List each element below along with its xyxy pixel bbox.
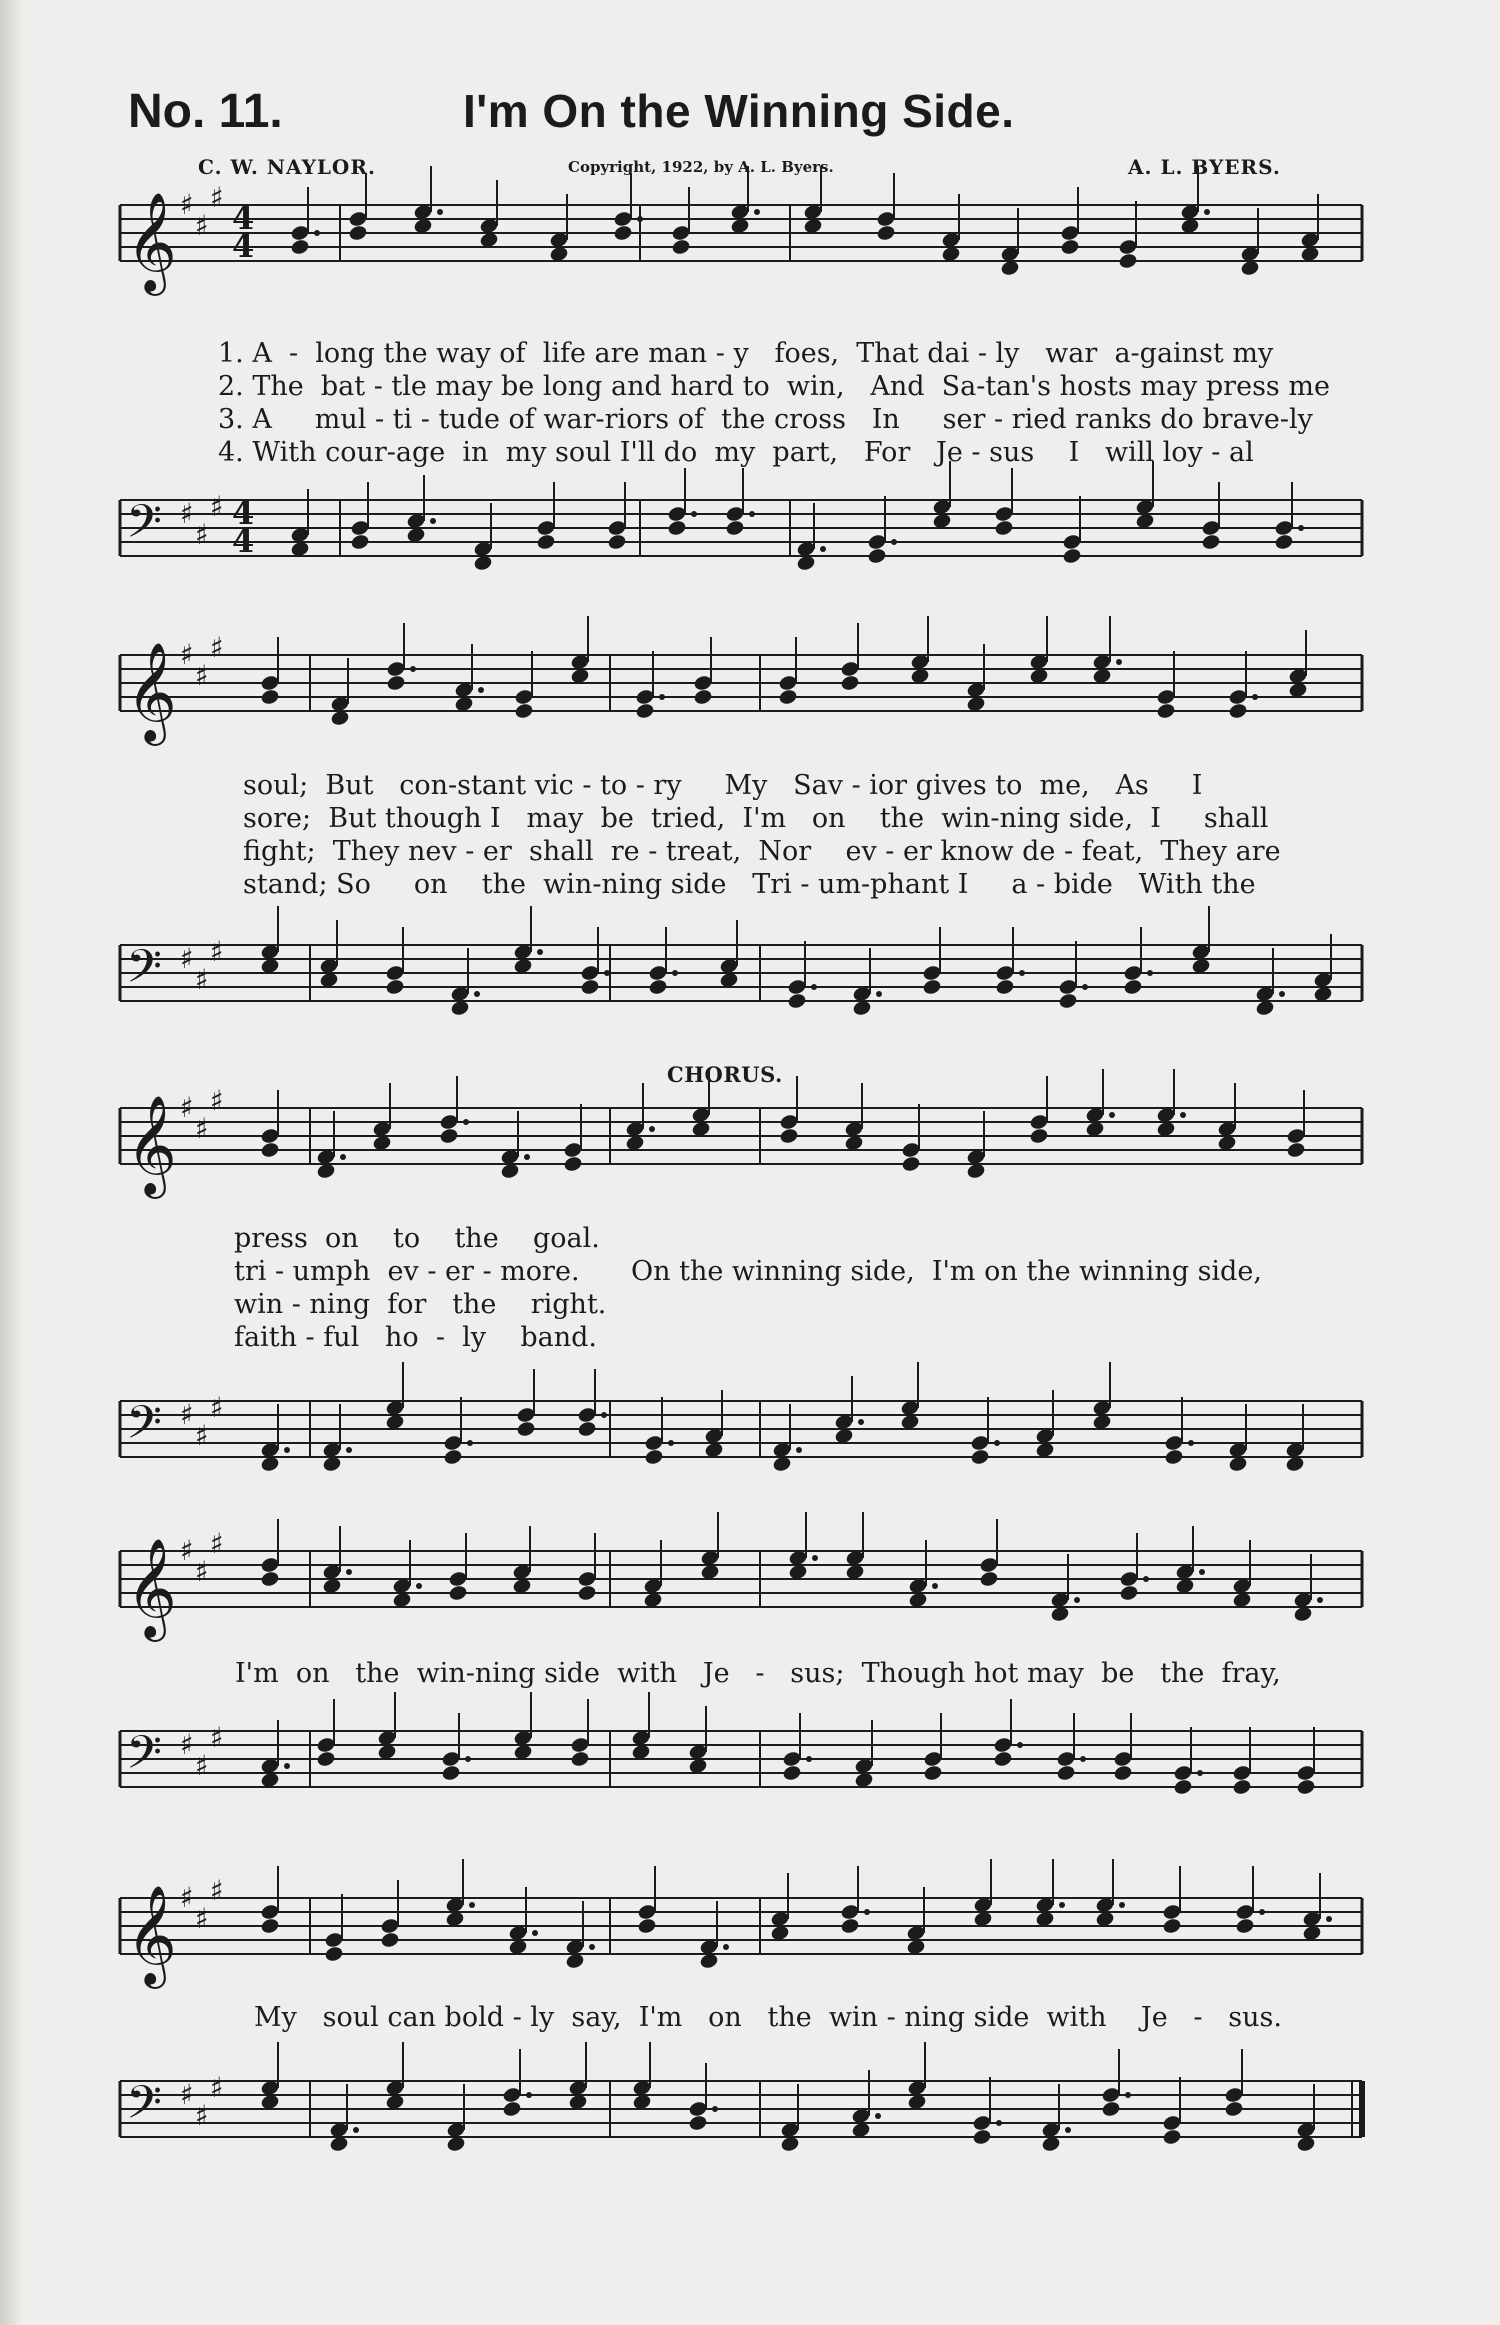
note-icon bbox=[1228, 651, 1258, 720]
note-icon bbox=[788, 1512, 818, 1581]
note-icon bbox=[568, 2042, 588, 2111]
sharp-icon: ♯ bbox=[210, 490, 224, 523]
note-icon bbox=[993, 1699, 1023, 1768]
note-icon bbox=[730, 166, 760, 235]
note-icon bbox=[1217, 1083, 1237, 1152]
note-icon bbox=[845, 1512, 865, 1581]
system-3-verse-4: faith - ful ho - ly band. bbox=[234, 1322, 597, 1353]
note-icon bbox=[439, 1076, 469, 1145]
bass-clef-icon: 𝄢 bbox=[126, 495, 163, 560]
note-icon bbox=[1286, 1090, 1306, 1159]
note-icon bbox=[1201, 482, 1221, 551]
system-2-treble-staff bbox=[0, 631, 1500, 747]
note-icon bbox=[536, 482, 556, 551]
note-icon bbox=[900, 1362, 920, 1431]
bass-clef-icon: 𝄢 bbox=[126, 1396, 163, 1461]
note-icon bbox=[637, 1866, 657, 1935]
note-icon bbox=[1095, 1859, 1125, 1928]
note-icon bbox=[1085, 1069, 1115, 1138]
sharp-icon: ♯ bbox=[195, 1749, 209, 1782]
note-icon bbox=[443, 1397, 473, 1466]
note-icon bbox=[516, 1369, 536, 1438]
note-icon bbox=[970, 1397, 1000, 1466]
system-3-treble-staff bbox=[0, 1084, 1500, 1200]
note-icon bbox=[1119, 1533, 1149, 1602]
note-icon bbox=[1060, 187, 1080, 256]
note-icon bbox=[688, 2063, 718, 2132]
note-icon bbox=[1101, 2049, 1131, 2118]
note-icon bbox=[1156, 1069, 1186, 1138]
time-signature-digit: 4 bbox=[232, 494, 255, 532]
bass-clef-icon: 𝄢 bbox=[126, 1726, 163, 1791]
bass-clef-icon: 𝄢 bbox=[126, 2076, 163, 2141]
system-2-verse-4: stand; So on the win-ning side Tri - um-phant I a - bide With the bbox=[243, 869, 1256, 900]
note-icon bbox=[1029, 616, 1049, 685]
note-icon bbox=[260, 637, 280, 706]
note-icon bbox=[644, 1397, 674, 1466]
note-icon bbox=[625, 1083, 655, 1152]
system-3-verse-3: win - ning for the right. bbox=[234, 1289, 607, 1320]
note-icon bbox=[348, 173, 368, 242]
note-icon bbox=[778, 637, 798, 706]
note-icon bbox=[514, 651, 534, 720]
note-icon bbox=[441, 1713, 471, 1782]
note-icon bbox=[1092, 1362, 1112, 1431]
note-icon bbox=[1274, 482, 1304, 551]
note-icon bbox=[502, 2049, 532, 2118]
sharp-icon: ♯ bbox=[195, 518, 209, 551]
hymn-number: No. 11. bbox=[128, 85, 283, 138]
note-icon bbox=[876, 173, 896, 242]
note-icon bbox=[700, 1512, 720, 1581]
note-icon bbox=[972, 2077, 1002, 2146]
sharp-icon: ♯ bbox=[180, 1091, 194, 1124]
note-icon bbox=[1062, 496, 1082, 565]
note-icon bbox=[867, 496, 897, 565]
composer-credit: A. L. BYERS. bbox=[1128, 155, 1281, 179]
sharp-icon: ♯ bbox=[195, 209, 209, 242]
note-icon bbox=[770, 1873, 790, 1942]
note-icon bbox=[1224, 2049, 1244, 2118]
note-icon bbox=[613, 173, 643, 242]
note-icon bbox=[1302, 1873, 1332, 1942]
sharp-icon: ♯ bbox=[195, 1555, 209, 1588]
note-icon bbox=[1156, 651, 1176, 720]
sharp-icon: ♯ bbox=[195, 1112, 209, 1145]
note-icon bbox=[1123, 927, 1153, 996]
note-icon bbox=[386, 623, 416, 692]
note-icon bbox=[1235, 1866, 1265, 1935]
time-signature-digit: 4 bbox=[232, 522, 255, 560]
system-3-verse-1: press on to the goal. bbox=[234, 1223, 600, 1254]
note-icon bbox=[803, 166, 823, 235]
system-5-bass-staff bbox=[0, 2063, 1500, 2173]
note-icon bbox=[719, 920, 739, 989]
note-icon bbox=[648, 927, 678, 996]
system-4-bass-staff bbox=[0, 1713, 1500, 1823]
note-icon bbox=[840, 623, 860, 692]
system-3-verse-2: tri - umph ev - er - more. On the winning side, I'm on the winning side, bbox=[234, 1256, 1262, 1287]
note-icon bbox=[840, 1866, 870, 1935]
system-2-verse-2: sore; But though I may be tried, I'm on the win-ning side, I shall bbox=[243, 803, 1269, 834]
note-icon bbox=[901, 1104, 921, 1173]
note-icon bbox=[580, 927, 610, 996]
note-icon bbox=[910, 616, 930, 685]
note-icon bbox=[1288, 630, 1308, 699]
sharp-icon: ♯ bbox=[180, 1534, 194, 1567]
system-1-bass-staff bbox=[0, 482, 1500, 592]
note-icon bbox=[570, 616, 590, 685]
note-icon bbox=[290, 187, 320, 256]
note-icon bbox=[834, 1376, 864, 1445]
sharp-icon: ♯ bbox=[180, 2078, 194, 2111]
note-icon bbox=[563, 1104, 583, 1173]
note-icon bbox=[413, 166, 443, 235]
system-1-verse-1: 1. A - long the way of life are man - y foes, That dai - ly war a-gainst my bbox=[218, 338, 1274, 369]
note-icon bbox=[1135, 461, 1155, 530]
bass-clef-icon: 𝄢 bbox=[126, 940, 163, 1005]
note-icon bbox=[1164, 1397, 1194, 1466]
note-icon bbox=[385, 1362, 405, 1431]
treble-clef-icon: 𝄞 bbox=[126, 192, 177, 292]
note-icon bbox=[1118, 201, 1138, 270]
system-2-verse-3: fight; They nev - er shall re - treat, Nor ev - er know de - feat, They are bbox=[243, 836, 1281, 867]
time-signature-digit: 4 bbox=[232, 227, 255, 265]
note-icon bbox=[907, 2042, 927, 2111]
chorus-label: CHORUS. bbox=[667, 1062, 783, 1087]
sharp-icon: ♯ bbox=[195, 2099, 209, 2132]
note-icon bbox=[725, 468, 755, 537]
note-icon bbox=[994, 468, 1014, 537]
note-icon bbox=[512, 1526, 532, 1595]
author-credit: C. W. NAYLOR. bbox=[198, 155, 376, 179]
system-5-treble-staff bbox=[0, 1874, 1500, 1990]
note-icon bbox=[787, 941, 817, 1010]
note-icon bbox=[667, 468, 697, 537]
note-icon bbox=[577, 1533, 597, 1602]
sharp-icon: ♯ bbox=[180, 942, 194, 975]
system-2-bass-staff bbox=[0, 927, 1500, 1037]
system-4-lyric: I'm on the win-ning side with Je - sus; Though hot may be the fray, bbox=[235, 1658, 1281, 1689]
note-icon bbox=[1056, 1713, 1086, 1782]
note-icon bbox=[319, 920, 339, 989]
treble-clef-icon: 𝄞 bbox=[126, 1538, 177, 1638]
note-icon bbox=[1113, 1713, 1133, 1782]
note-icon bbox=[377, 1692, 397, 1761]
note-icon bbox=[479, 180, 499, 249]
note-icon bbox=[635, 651, 665, 720]
note-icon bbox=[577, 1369, 607, 1438]
note-icon bbox=[513, 1692, 533, 1761]
note-icon bbox=[782, 1713, 812, 1782]
note-icon bbox=[671, 187, 691, 256]
note-icon bbox=[932, 461, 952, 530]
system-1-verse-3: 3. A mul - ti - tude of war-riors of the cross In ser - ried ranks do brave-ly bbox=[218, 404, 1313, 435]
sharp-icon: ♯ bbox=[180, 1881, 194, 1914]
note-icon bbox=[324, 1894, 344, 1963]
note-icon bbox=[632, 2042, 652, 2111]
note-icon bbox=[260, 1519, 280, 1588]
sharp-icon: ♯ bbox=[210, 1391, 224, 1424]
note-icon bbox=[260, 1866, 280, 1935]
note-icon bbox=[260, 2042, 280, 2111]
note-icon bbox=[445, 1859, 475, 1928]
note-icon bbox=[322, 1526, 352, 1595]
copyright-notice: Copyright, 1922, by A. L. Byers. bbox=[568, 158, 834, 176]
sharp-icon: ♯ bbox=[210, 1527, 224, 1560]
note-icon bbox=[922, 927, 942, 996]
treble-clef-icon: 𝄞 bbox=[126, 1885, 177, 1985]
note-icon bbox=[1162, 1866, 1182, 1935]
note-icon bbox=[693, 637, 713, 706]
note-icon bbox=[406, 475, 436, 544]
sharp-icon: ♯ bbox=[180, 1728, 194, 1761]
note-icon bbox=[979, 1519, 999, 1588]
treble-clef-icon: 𝄞 bbox=[126, 642, 177, 742]
note-icon bbox=[607, 482, 627, 551]
note-icon bbox=[570, 1699, 590, 1768]
system-5-lyric: My soul can bold - ly say, I'm on the win - ning side with Je - sus. bbox=[254, 2002, 1282, 2033]
sharp-icon: ♯ bbox=[180, 188, 194, 221]
sharp-icon: ♯ bbox=[210, 1721, 224, 1754]
note-icon bbox=[1092, 616, 1122, 685]
system-2-verse-1: soul; But con-stant vic - to - ry My Sav - ior gives to me, As I bbox=[243, 770, 1203, 801]
note-icon bbox=[973, 1859, 993, 1928]
sharp-icon: ♯ bbox=[195, 963, 209, 996]
time-signature-digit: 4 bbox=[232, 199, 255, 237]
note-icon bbox=[260, 906, 280, 975]
note-icon bbox=[1173, 1727, 1203, 1796]
note-icon bbox=[513, 906, 543, 975]
system-3-bass-staff bbox=[0, 1383, 1500, 1493]
note-icon bbox=[1232, 1727, 1252, 1796]
sharp-icon: ♯ bbox=[195, 1902, 209, 1935]
system-1-verse-4: 4. With cour-age in my soul I'll do my part, For Je - sus I will loy - al bbox=[218, 437, 1254, 468]
note-icon bbox=[1162, 2077, 1182, 2146]
sharp-icon: ♯ bbox=[210, 181, 224, 214]
sharp-icon: ♯ bbox=[180, 1398, 194, 1431]
system-1-verse-2: 2. The bat - tle may be long and hard to win, And Sa-tan's hosts may press me bbox=[218, 371, 1330, 402]
sharp-icon: ♯ bbox=[195, 659, 209, 692]
sharp-icon: ♯ bbox=[195, 1419, 209, 1452]
note-icon bbox=[631, 1692, 651, 1761]
note-icon bbox=[385, 2042, 405, 2111]
sharp-icon: ♯ bbox=[180, 497, 194, 530]
sharp-icon: ♯ bbox=[210, 935, 224, 968]
treble-clef-icon: 𝄞 bbox=[126, 1095, 177, 1195]
note-icon bbox=[260, 1090, 280, 1159]
note-icon bbox=[995, 927, 1025, 996]
hymn-title: I'm On the Winning Side. bbox=[463, 85, 1015, 137]
note-icon bbox=[448, 1533, 468, 1602]
sharp-icon: ♯ bbox=[180, 638, 194, 671]
note-icon bbox=[372, 1083, 392, 1152]
note-icon bbox=[1029, 1076, 1049, 1145]
system-1-treble-staff bbox=[0, 181, 1500, 297]
note-icon bbox=[380, 1880, 400, 1949]
note-icon bbox=[350, 482, 370, 551]
note-icon bbox=[1035, 1859, 1065, 1928]
note-icon bbox=[688, 1706, 708, 1775]
note-icon bbox=[1296, 1727, 1316, 1796]
note-icon bbox=[385, 927, 405, 996]
note-icon bbox=[1058, 941, 1088, 1010]
note-icon bbox=[923, 1713, 943, 1782]
note-icon bbox=[316, 1699, 336, 1768]
note-icon bbox=[1191, 906, 1211, 975]
sharp-icon: ♯ bbox=[210, 631, 224, 664]
note-icon bbox=[1175, 1526, 1205, 1595]
sharp-icon: ♯ bbox=[210, 2071, 224, 2104]
system-4-treble-staff bbox=[0, 1527, 1500, 1643]
sharp-icon: ♯ bbox=[210, 1874, 224, 1907]
note-icon bbox=[844, 1083, 864, 1152]
sharp-icon: ♯ bbox=[210, 1084, 224, 1117]
